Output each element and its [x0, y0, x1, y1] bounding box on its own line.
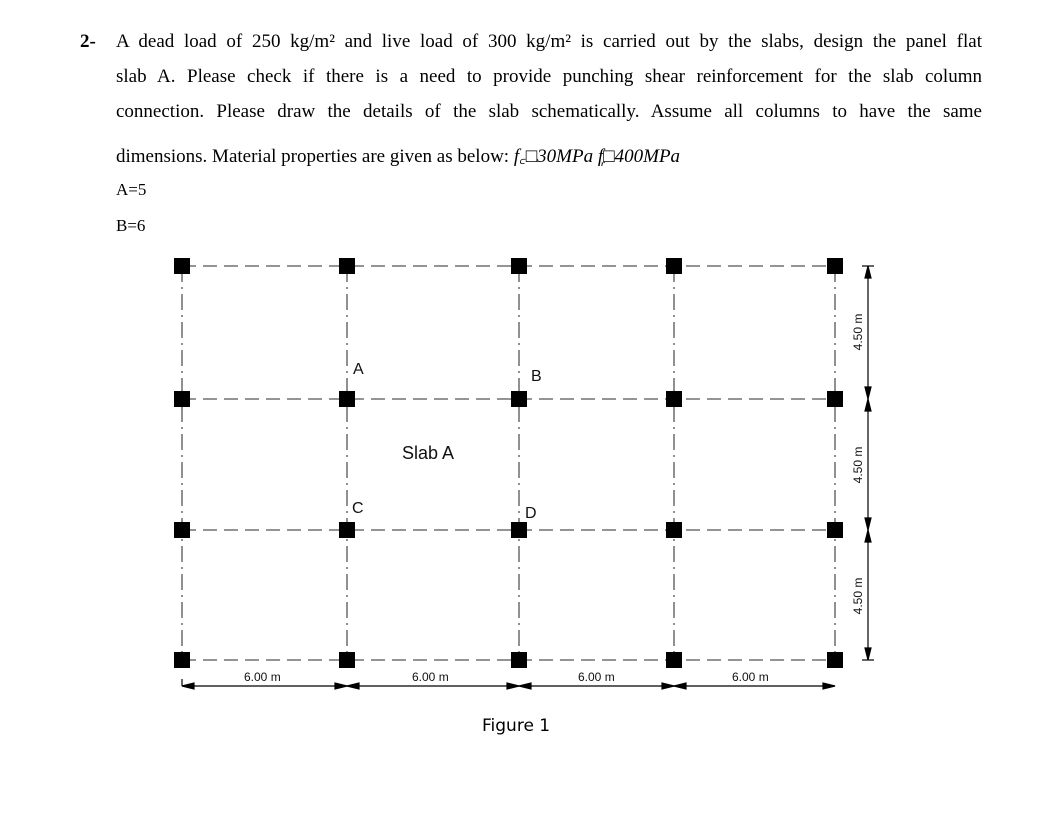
- columns: [174, 258, 843, 668]
- x-dimension-4: 6.00 m: [732, 670, 769, 684]
- x-dimension-1: 6.00 m: [244, 670, 281, 684]
- variable-b: B=6: [116, 216, 146, 235]
- column: [827, 522, 843, 538]
- vertical-gridlines: [182, 266, 835, 660]
- column: [339, 258, 355, 274]
- y-dimension-labels: [851, 314, 865, 615]
- column: [666, 391, 682, 407]
- column: [174, 258, 190, 274]
- column-d: [511, 522, 527, 538]
- column-c: [339, 522, 355, 538]
- column: [827, 258, 843, 274]
- column: [666, 652, 682, 668]
- column-a: [339, 391, 355, 407]
- figure-caption: Figure 1: [482, 716, 551, 736]
- x-dimension-labels: [244, 670, 769, 684]
- column: [511, 258, 527, 274]
- problem-line-1: A dead load of 250 kg/m² and live load of 300 kg/m² is carried out by the slabs, design the panel flat: [116, 31, 982, 52]
- material-intro: dimensions. Material properties are given as below:: [116, 146, 514, 167]
- material-formula: f꜀□30MPa f᷊□400MPa: [513, 146, 681, 167]
- column: [174, 652, 190, 668]
- y-dimension-2: 4.50 m: [851, 446, 865, 484]
- column: [827, 391, 843, 407]
- y-dimension-3: 4.50 m: [851, 577, 865, 615]
- column-label-c: C: [352, 500, 364, 517]
- variable-a: A=5: [116, 180, 147, 199]
- column: [511, 652, 527, 668]
- column: [666, 258, 682, 274]
- column: [666, 522, 682, 538]
- y-dimension-1: 4.50 m: [851, 313, 865, 351]
- problem-line-2: slab A. Please check if there is a need to provide punching shear reinforcement for the slab column: [116, 66, 982, 87]
- column-b: [511, 391, 527, 407]
- horizontal-gridlines: [182, 266, 835, 660]
- column: [174, 522, 190, 538]
- slab-a-label: Slab A: [402, 443, 455, 463]
- problem-line-3: connection. Please draw the details of the slab schematically. Assume all columns to have the same: [116, 101, 982, 122]
- column-label-b: B: [531, 368, 542, 385]
- column: [339, 652, 355, 668]
- x-dimension-3: 6.00 m: [578, 670, 615, 684]
- figure-labels: [352, 361, 542, 522]
- x-dimension-2: 6.00 m: [412, 670, 449, 684]
- question-number: 2-: [80, 31, 96, 52]
- column: [174, 391, 190, 407]
- column: [827, 652, 843, 668]
- column-label-d: D: [525, 505, 537, 522]
- column-label-a: A: [353, 361, 364, 378]
